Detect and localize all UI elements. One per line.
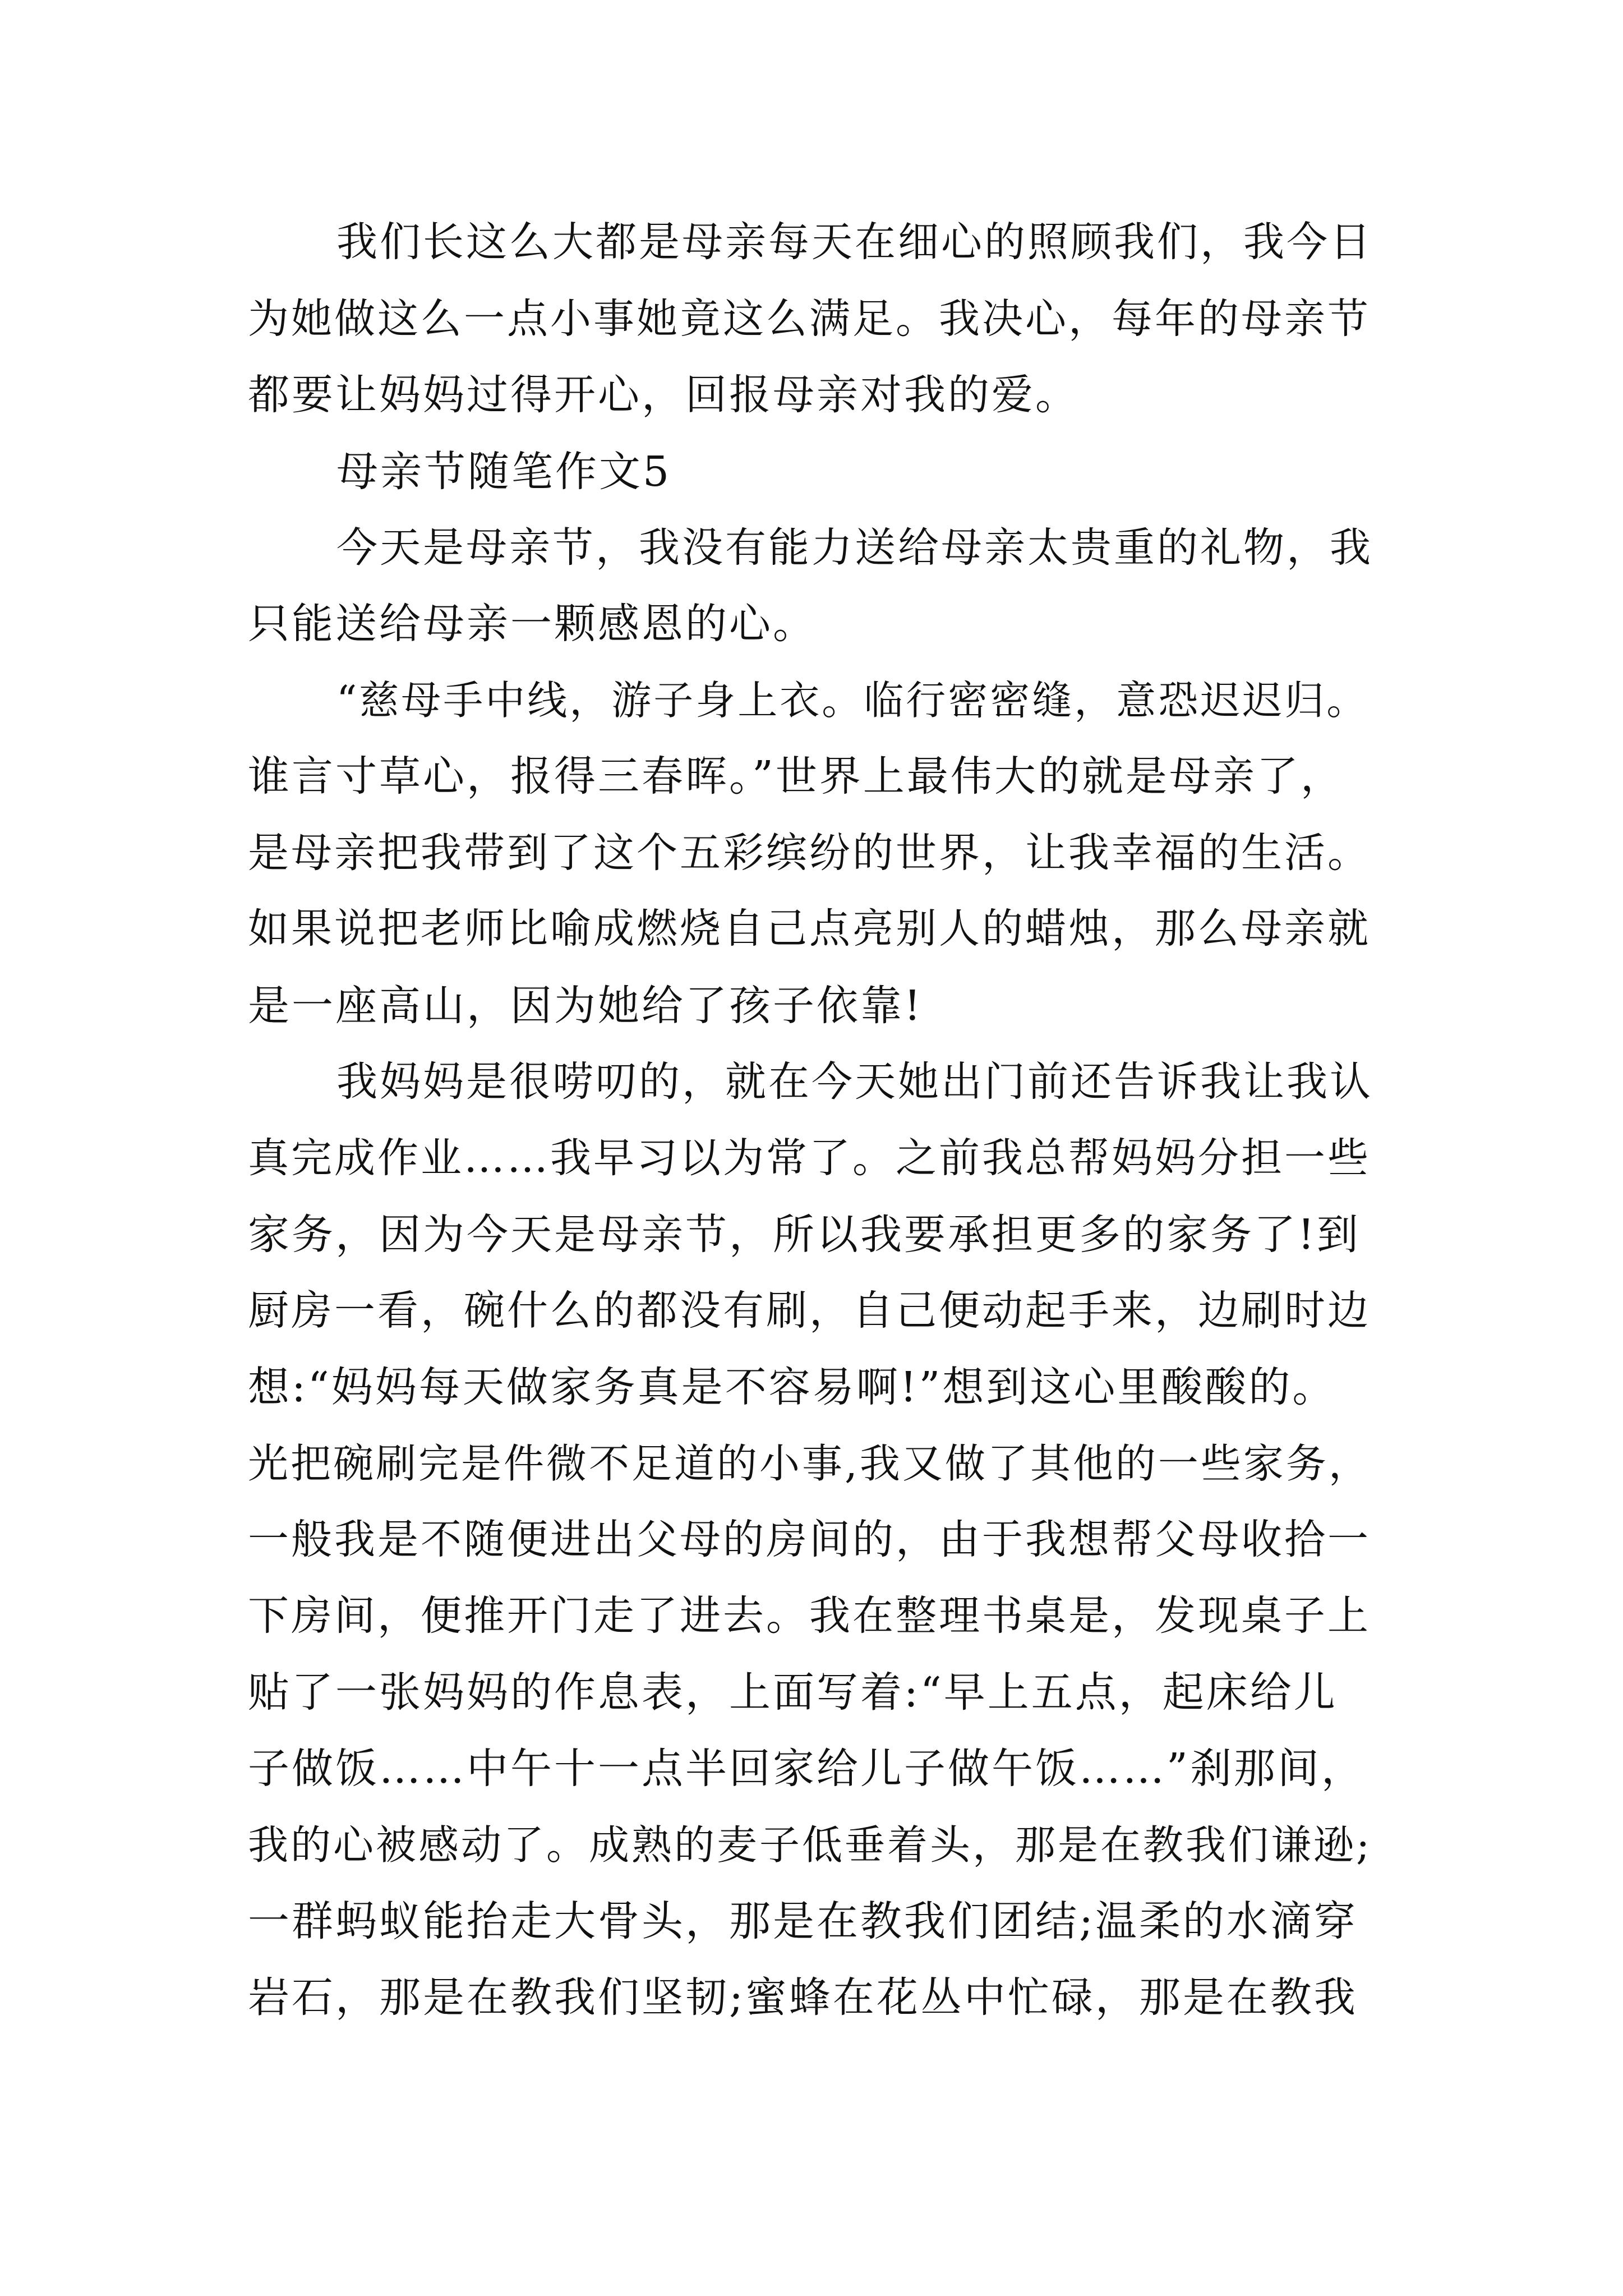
- text-line: 想:“妈妈每天做家务真是不容易啊!”想到这心里酸酸的。: [248, 1363, 1336, 1411]
- text-line: 我的心被感动了。成熟的麦子低垂着头，那是在教我们谦逊;: [248, 1821, 1372, 1869]
- text-line: 谁言寸草心，报得三春晖。”世界上最伟大的就是母亲了，: [248, 752, 1344, 800]
- text-line: 我妈妈是很唠叨的，就在今天她出门前还告诉我让我认: [336, 1058, 1373, 1106]
- text-line: 一般我是不随便进出父母的房间的，由于我想帮父母收拾一: [248, 1516, 1371, 1563]
- text-line: 岩石，那是在教我们坚韧;蜜蜂在花丛中忙碌，那是在教我: [248, 1973, 1358, 2022]
- text-line: 贴了一张妈妈的作息表，上面写着:“早上五点，起床给儿: [248, 1668, 1338, 1717]
- text-line: 今天是母亲节，我没有能力送给母亲太贵重的礼物，我: [336, 524, 1373, 572]
- text-line: 厨房一看，碗什么的都没有刷，自己便动起手来，边刷时边: [248, 1287, 1371, 1335]
- section-heading: 母亲节随笔作文5: [336, 448, 672, 496]
- text-line: 为她做这么一点小事她竟这么满足。我决心，每年的母亲节: [248, 295, 1371, 343]
- text-line: 是母亲把我带到了这个五彩缤纷的世界，让我幸福的生活。: [248, 829, 1371, 877]
- text-line: 光把碗刷完是件微不足道的小事,我又做了其他的一些家务，: [248, 1440, 1371, 1487]
- text-line: 如果说把老师比喻成燃烧自己点亮别人的蜡烛，那么母亲就: [248, 905, 1371, 953]
- text-line: 子做饭……中午十一点半回家给儿子做午饭……”刹那间，: [248, 1745, 1365, 1793]
- text-line: 真完成作业……我早习以为常了。之前我总帮妈妈分担一些: [248, 1134, 1371, 1182]
- text-line: 是一座高山，因为她给了孩子依靠!: [248, 982, 923, 1030]
- text-line: 一群蚂蚁能抬走大骨头，那是在教我们团结;温柔的水滴穿: [248, 1897, 1358, 1945]
- text-line: 只能送给母亲一颗感恩的心。: [248, 600, 817, 648]
- text-line: 家务，因为今天是母亲节，所以我要承担更多的家务了!到: [248, 1211, 1361, 1259]
- text-line: 都要让妈妈过得开心，回报母亲对我的爱。: [248, 371, 1079, 419]
- text-line: 我们长这么大都是母亲每天在细心的照顾我们，我今日: [336, 218, 1373, 266]
- text-line: “慈母手中线，游子身上衣。临行密密缝，意恐迟迟归。: [336, 677, 1369, 724]
- text-line: 下房间，便推开门走了进去。我在整理书桌是，发现桌子上: [248, 1592, 1371, 1640]
